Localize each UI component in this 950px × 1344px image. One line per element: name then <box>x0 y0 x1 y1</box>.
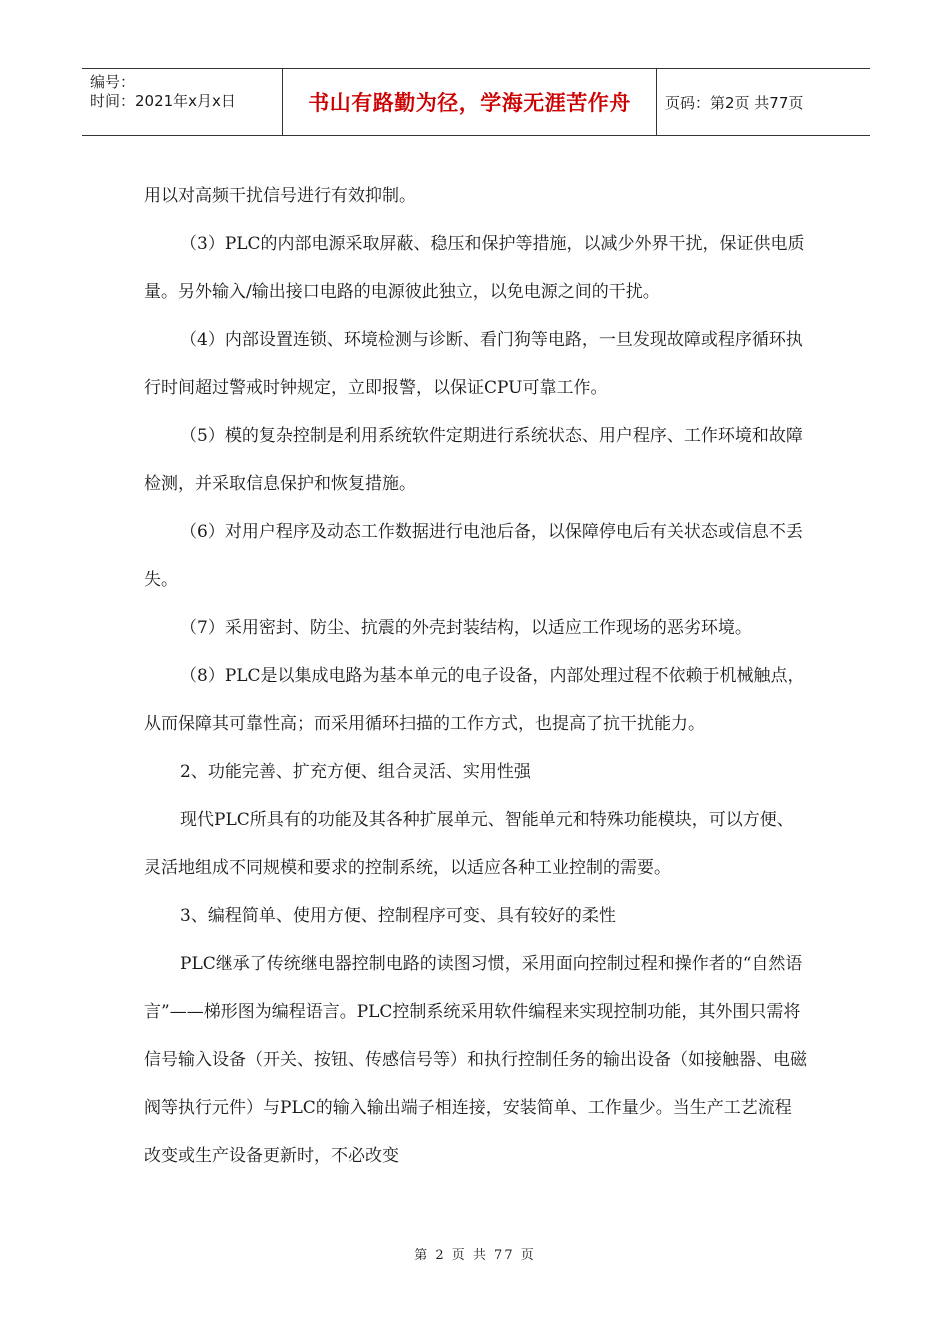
document-number-label: 编号： <box>90 73 136 91</box>
header-meta <box>82 69 283 135</box>
page-footer: 第 2 页 共 77 页 <box>414 1248 536 1263</box>
header-page-info: 页码：第2页 共77页 <box>665 93 804 112</box>
paragraph: （8）PLC是以集成电路为基本单元的电子设备，内部处理过程不依赖于机械触点，从而保障其可靠性高；而采用循环扫描的工作方式，也提高了抗干扰能力。 <box>144 666 805 734</box>
paragraph: PLC继承了传统继电器控制电路的读图习惯，采用面向控制过程和操作者的“自然语言”——梯形图为编程语言。PLC控制系统采用软件编程来实现控制功能，其外围只需将信号输入设备（开关、按钮、传感信号等）和执行控制任务的输出设备（如接触器、电磁阀等执行元件）与PLC的输入输出端子相连接，安装简单、工作量少。当生产工艺流程改变或生产设备更新时，不必改变 <box>144 954 807 1166</box>
section-heading: 2、功能完善、扩充方便、组合灵活、实用性强 <box>180 762 531 782</box>
paragraph: （6）对用户程序及动态工作数据进行电池后备，以保障停电后有关状态或信息不丢失。 <box>144 522 803 590</box>
page-header <box>82 68 870 136</box>
paragraph: 用以对高频干扰信号进行有效抑制。 <box>144 186 416 206</box>
section-heading: 3、编程简单、使用方便、控制程序可变、具有较好的柔性 <box>180 906 616 926</box>
header-motto: 书山有路勤为径，学海无涯苦作舟 <box>283 69 657 135</box>
document-body <box>144 172 808 1180</box>
document-time-label: 时间：2021年x月x日 <box>90 92 236 110</box>
paragraph: 现代PLC所具有的功能及其各种扩展单元、智能单元和特殊功能模块，可以方便、灵活地组成不同规模和要求的控制系统，以适应各种工业控制的需要。 <box>144 810 794 878</box>
paragraph: （7）采用密封、防尘、抗震的外壳封装结构，以适应工作现场的恶劣环境。 <box>180 618 752 638</box>
paragraph: （5）模的复杂控制是利用系统软件定期进行系统状态、用户程序、工作环境和故障检测，并采取信息保护和恢复措施。 <box>144 426 803 494</box>
paragraph: （4）内部设置连锁、环境检测与诊断、看门狗等电路，一旦发现故障或程序循环执行时间超过警戒时钟规定，立即报警，以保证CPU可靠工作。 <box>144 330 803 398</box>
paragraph: （3）PLC的内部电源采取屏蔽、稳压和保护等措施，以减少外界干扰，保证供电质量。另外输入/输出接口电路的电源彼此独立，以免电源之间的干扰。 <box>144 234 805 302</box>
